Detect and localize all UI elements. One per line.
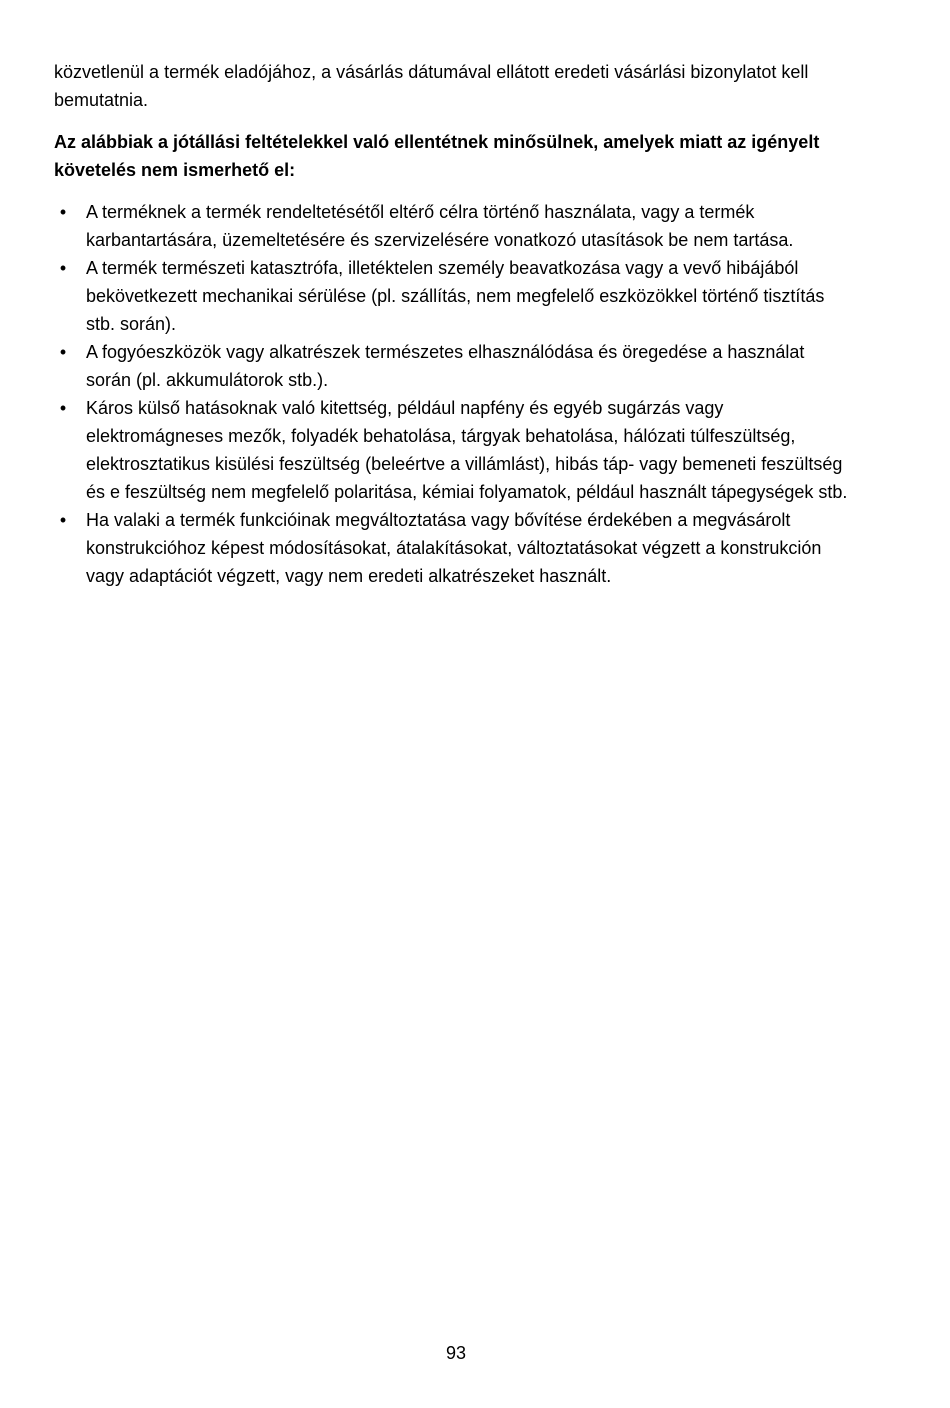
bullet-icon: •: [59, 342, 67, 362]
list-item-text: Káros külső hatásoknak való kitettség, például napfény és egyéb sugárzás vagy elektromágneses mezők, folyadék behatolása, tárgyak behatolása, hálózati túlfeszültség, elektrosztatikus kisülési feszültség (beleértve a villámlást), hibás táp- vagy bemeneti feszültség és e feszültség nem megfelelő polaritása, kémiai folyamatok, például használt tápegységek stb.: [86, 398, 848, 502]
document-body: [54, 58, 854, 590]
list-item-text: A terméknek a termék rendeltetésétől eltérő célra történő használata, vagy a termék karbantartására, üzemeltetésére és szervizelésére vonatkozó utasítások be nem tartása.: [86, 202, 794, 250]
list-item: [54, 254, 854, 338]
list-item: [54, 394, 854, 506]
intro-paragraph: közvetlenül a termék eladójához, a vásárlás dátumával ellátott eredeti vásárlási bizonylatot kell bemutatnia.: [54, 62, 809, 110]
list-item: [54, 198, 854, 254]
list-item-text: Ha valaki a termék funkcióinak megváltoztatása vagy bővítése érdekében a megvásárolt konstrukcióhoz képest módosításokat, átalakításokat, változtatásokat végzett a konstrukción vagy adaptációt végzett, vagy nem eredeti alkatrészeket használt.: [86, 510, 822, 586]
bullet-icon: •: [59, 202, 67, 222]
list-item-text: A fogyóeszközök vagy alkatrészek természetes elhasználódása és öregedése a használat során (pl. akkumulátorok stb.).: [86, 342, 805, 390]
bullet-icon: •: [59, 510, 67, 530]
bullet-icon: •: [59, 258, 67, 278]
list-item: [54, 506, 854, 590]
bullet-icon: •: [59, 398, 67, 418]
conditions-heading: Az alábbiak a jótállási feltételekkel való ellentétnek minősülnek, amelyek miatt az igényelt követelés nem ismerhető el:: [54, 132, 820, 180]
list-item: [54, 338, 854, 394]
conditions-list: [54, 198, 854, 590]
list-item-text: A termék természeti katasztrófa, illetéktelen személy beavatkozása vagy a vevő hibájából bekövetkezett mechanikai sérülése (pl. szállítás, nem megfelelő eszközökkel történő tisztítás stb. során).: [86, 258, 825, 334]
page-number: 93: [445, 1343, 467, 1363]
